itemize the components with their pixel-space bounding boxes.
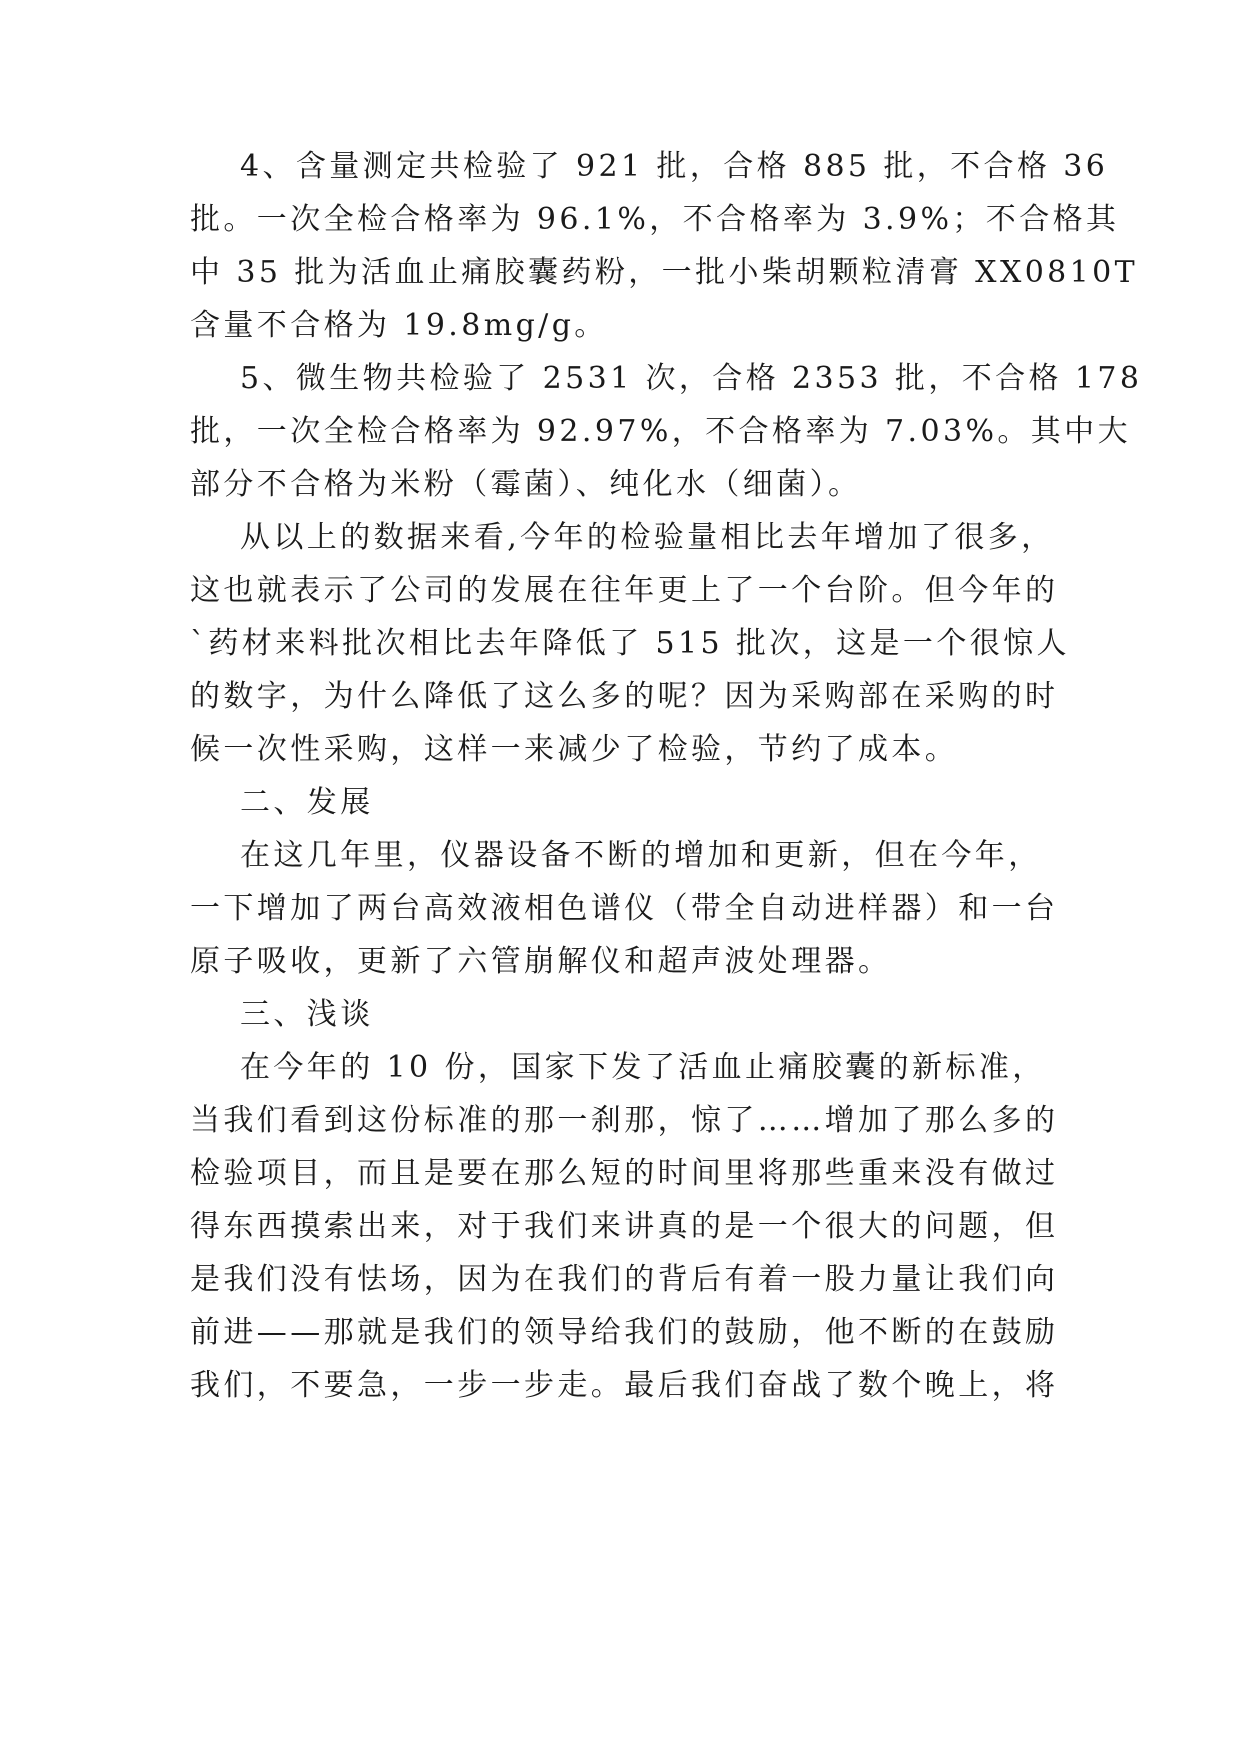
text-line: `药材来料批次相比去年降低了 515 批次，这是一个很惊人 — [190, 626, 1070, 661]
text-line: 的数字，为什么降低了这么多的呢？因为采购部在采购的时 — [190, 679, 1059, 714]
text-line: 中 35 批为活血止痛胶囊药粉，一批小柴胡颗粒清膏 XX0810T — [190, 255, 1139, 290]
text-line: 原子吸收，更新了六管崩解仪和超声波处理器。 — [190, 944, 892, 979]
text-line: 这也就表示了公司的发展在往年更上了一个台阶。但今年的 — [190, 573, 1059, 608]
text-line: 4、含量测定共检验了 921 批，合格 885 批，不合格 36 — [240, 149, 1109, 184]
text-line: 我们，不要急，一步一步走。最后我们奋战了数个晚上，将 — [190, 1368, 1059, 1403]
text-line: 批。一次全检合格率为 96.1%，不合格率为 3.9%；不合格其 — [190, 202, 1120, 237]
text-line: 含量不合格为 19.8mg/g。 — [190, 308, 608, 343]
text-line: 当我们看到这份标准的那一刹那，惊了……增加了那么多的 — [190, 1103, 1059, 1138]
text-line: 部分不合格为米粉（霉菌）、纯化水（细菌）。 — [190, 467, 862, 502]
text-line: 前进——那就是我们的领导给我们的鼓励，他不断的在鼓励 — [190, 1315, 1059, 1350]
text-line: 从以上的数据来看,今年的检验量相比去年增加了很多， — [240, 520, 1055, 555]
text-line: 检验项目，而且是要在那么短的时间里将那些重来没有做过 — [190, 1156, 1059, 1191]
text-line: 在今年的 10 份，国家下发了活血止痛胶囊的新标准， — [240, 1050, 1046, 1085]
text-line: 是我们没有怯场，因为在我们的背后有着一股力量让我们向 — [190, 1262, 1059, 1297]
text-line: 得东西摸索出来，对于我们来讲真的是一个很大的问题，但 — [190, 1209, 1059, 1244]
section-heading: 二、发展 — [240, 785, 374, 820]
text-line: 一下增加了两台高效液相色谱仪（带全自动进样器）和一台 — [190, 891, 1059, 926]
text-line: 5、微生物共检验了 2531 次，合格 2353 批，不合格 178 — [240, 361, 1143, 396]
text-line: 在这几年里，仪器设备不断的增加和更新，但在今年， — [240, 838, 1042, 873]
text-line: 候一次性采购，这样一来减少了检验，节约了成本。 — [190, 732, 959, 767]
text-line: 批，一次全检合格率为 92.97%，不合格率为 7.03%。其中大 — [190, 414, 1131, 449]
section-heading: 三、浅谈 — [240, 997, 374, 1032]
